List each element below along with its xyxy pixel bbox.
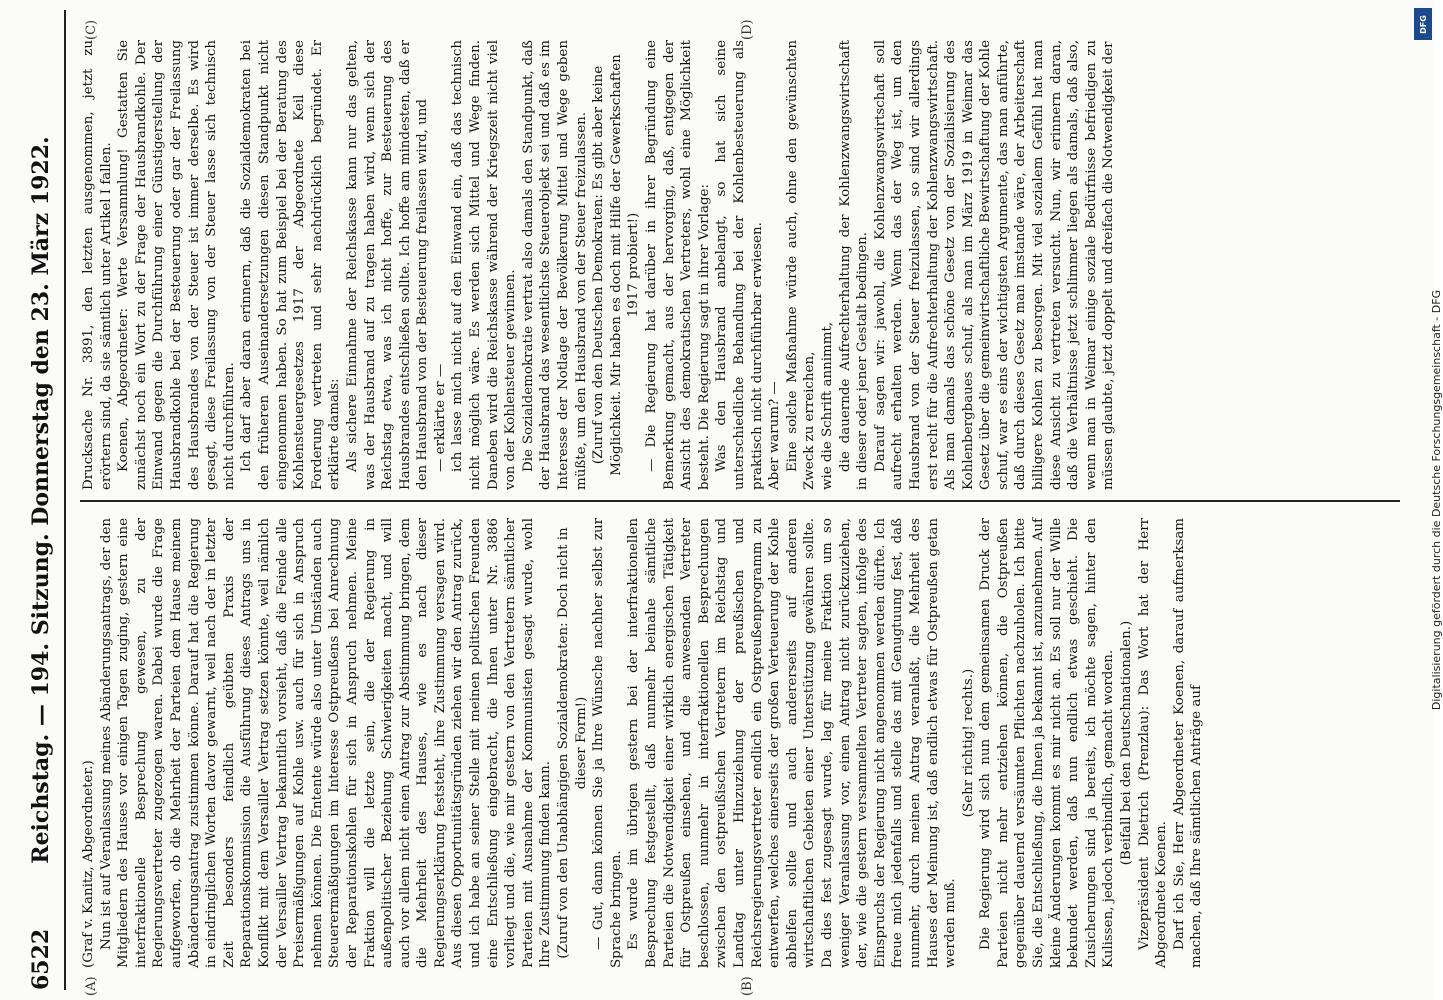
rotated-sheet (20, 10, 1410, 996)
page-number: 6522 (28, 928, 54, 990)
paragraph: — Die Regierung hat darüber in ihrer Begründung eine Bemerkung gemacht, aus der hervorging, daß, entgegen der Ansicht des demokratischen Vertreters, wohl eine Möglichkeit besteht. Die Regierung sagt in ihrer Vorlage: (644, 40, 712, 490)
page-title: Reichstag. — 194. Sitzung. Donnerstag den 23. März 1922. (28, 136, 54, 864)
paragraph: — erklärte er — (432, 363, 448, 472)
paragraph: Darf ich Sie, Herr Abgeordneter Koenen, darauf aufmerksam machen, daß Ihre sämtlichen Anträge auf (1171, 518, 1205, 968)
paragraph: Drucksache Nr. 3891, den letzten ausgenommen, jetzt zu erörtern sind, da sie sämtlich unter Artikel I fallen. (81, 40, 114, 490)
dfg-logo (1414, 8, 1432, 40)
paragraph: Ich darf aber daran erinnern, daß die Sozialdemokraten bei den früheren Auseinandersetzungen diesen Standpunkt nicht eingenommen haben. So hat zum Beispiel bei der Beratung des Kohlensteuergesetzes 1917 der Abgeordnete Keil diese Forderung vertreten und sehr nachdrücklich begründet. Er erklärte damals: (239, 40, 343, 490)
paragraph: Die Sozialdemokratie vertrat also damals den Standpunkt, daß der Hausbrand das wesentlichste Steuerobjekt sei und daß es im Interesse der Notlage der Bevölkerung Mittel und Wege geben müßte, um den Hausbrand von der Steuer freizulassen. (520, 40, 589, 490)
paragraph: Darauf sagen wir: jawohl, die Kohlenzwangswirtschaft soll aufrecht erhalten werden. Wenn das der Weg ist, um den Hausbrand von der Steuer freizulassen, so sind wir allerdings erst recht für die Aufrechterhaltung der Kohlenzwangswirtschaft. Als man damals das schöne Gesetz von der Sozialisierung des Kohlenbergbaues schuf, als man im März 1919 in Weimar das Gesetz über die gemeinwirtschaftliche Bewirtschaftung der Kohle schuf, war es eins der wichtigsten Argumente, das man anführte, daß durch dieses Gesetz man imstande wäre, der Arbeiterschaft billigere Kohlen zu besorgen. Mit viel sozialem Gefühl hat man diese Ansicht zu vertreten versucht. Nun, wir erinnern daran, daß die Verhältnisse jetzt schlimmer liegen als damals, daß also, wenn man in Weimar einige soziale Bedürfnisse befriedigen zu müssen glaubte, jetzt doppelt und dreifach die Notwendigkeit der (872, 40, 1117, 490)
column-divider (80, 500, 1400, 502)
paragraph: (Beifall bei den Deutschnationalen.) (1119, 620, 1135, 866)
paragraph: (Zuruf von den Deutschen Demokraten: Es gibt aber keine Möglichkeit. Mir haben es doch mit Hilfe der Gewerkschaften 1917 probiert!) (591, 54, 642, 476)
credit-text: Digitalisierung gefördert durch die Deutsche Forschungsgemeinschaft - DFG (1430, 289, 1443, 711)
right-column (80, 40, 1400, 490)
paragraph: Koenen, Abgeordneter: Werte Versammlung! Gestatten Sie zunächst noch ein Wort zu der Frage der Hausbrandkohle. Der Einwand gegen die Durchführung einer Günstigerstellung der Hausbrandkohle bei der Besteuerung oder gar der Freilassung des Hausbrandes von der Steuer ist immer derselbe. Es wird gesagt, diese Freilassung von der Steuer lasse sich technisch nicht durchführen. (116, 40, 237, 490)
paragraph: (Sehr richtig! rechts.) (960, 668, 976, 818)
margin-marker-a: (A) (84, 976, 99, 996)
dfg-logo-text: DFG (1418, 14, 1428, 34)
left-column (80, 518, 1400, 968)
paragraph: ich lasse mich nicht auf den Einwand ein, daß das technisch nicht möglich wäre. Es werden sich Mittel und Wege finden. Daneben wird die Reichskasse während der Kriegszeit nicht viel von der Kohlensteuer gewinnen. (450, 40, 519, 490)
paragraph: — Gut, dann können Sie ja Ihre Wünsche nachher selbst zur Sprache bringen. (591, 518, 624, 968)
margin-marker-b: (B) (740, 976, 755, 996)
paragraph: (Zuruf von den Unabhängigen Sozialdemokraten: Doch nicht in dieser Form!) (556, 527, 589, 959)
margin-marker-c: (C) (84, 19, 99, 40)
paragraph: Eine solche Maßnahme würde auch, ohne den gewünschten Zweck zu erreichen, (784, 40, 818, 490)
paragraph: (Graf v. Kanitz, Abgeordneter.) (81, 760, 96, 968)
margin-marker-d: (D) (740, 19, 755, 40)
paragraph: Vizepräsident Dietrich (Prenzlau): Das Wort hat der Herr Abgeordnete Koenen. (1136, 518, 1170, 968)
paragraph: Aber warum? — (767, 381, 783, 490)
paragraph: Es wurde im übrigen gestern bei der interfraktionellen Besprechung festgestellt, daß nunmehr beinahe sämtliche Parteien die Notwendigkeit einer wirklich energischen Tätigkeit für Ostpreußen einsehen, und die anwesenden Vertreter beschlossen, nunmehr in interfraktionellen Besprechungen zwischen den ostpreußischen Vertretern im Reichstag und Landtag unter Hinzuziehung der preußischen und Reichsregierungsvertreter endlich ein Ostpreußenprogramm zu entwerfen, welches einerseits der großen Verteuerung der Kohle abhelfen sollte und auch andererseits auf anderen wirtschaftlichen Gebieten einer Unterstützung gewähren sollte. Da dies fest zugesagt wurde, lag für meine Fraktion um so weniger Veranlassung vor, einen Antrag nicht zurückzuziehen, der, wie die gestern versammelten Vertreter sagten, infolge des Einspruchs der Regierung nicht angenommen werden dürfte. Ich freue mich jedenfalls und stelle das mit Genugtuung fest, daß nunmehr, durch meinen Antrag veranlaßt, die Mehrheit des Hauses der Meinung ist, daß endlich etwas für Ostpreußen getan werden muß. (626, 518, 959, 968)
paragraph: wie die Schrift annimmt, (819, 321, 835, 490)
paragraph: Als sichere Einnahme der Reichskasse kann nur das gelten, was der Hausbrand auf zu tragen haben wird, wenn sich der Reichstag etwa, was ich nicht hoffe, zur Besteuerung des Hausbrandes entschließen sollte. Ich hoffe am mindesten, daß er den Hausbrand von der Besteuerung freilassen wird, und (344, 40, 431, 490)
paragraph: Nun ist auf Veranlassung meines Abänderungsantrags, der den Mitgliedern des Hauses vor einigen Tagen zuging, gestern eine interfraktionelle Besprechung gewesen, zu der Regierungsvertreter zugezogen waren. Dabei wurde die Frage aufgeworfen, ob die Mehrheit der Parteien dem Hause meinem Abänderungsantrag zustimmen könne. Darauf hat die Regierung in eindringlichen Worten davor gewarnt, weil nach der in letzter Zeit besonders feindlich geübten Praxis der Reparationskommission die Ausführung dieses Antrags uns in Konflikt mit dem Versailler Vertrag setzen könnte, weil nämlich der Versailler Vertrag bekanntlich vorsieht, daß die Feinde alle Preisermäßigungen auf Kohle usw. auch für sich in Anspruch nehmen können. Die Entente würde also unter Umständen auch Steuerermäßigungen im Interesse Ostpreußens bei Anrechnung der Reparationskohlen für sich in Anspruch nehmen. Meine Fraktion will die letzte sein, die der Regierung in außenpolitischer Beziehung Schwierigkeiten macht, und will auch vor allem nicht einen Antrag zur Abstimmung bringen, dem die Mehrheit des Hauses, wie es nach dieser Regierungserklärung feststeht, ihre Zustimmung versagen wird. Aus diesen Opportunitätsgründen ziehen wir den Antrag zurück, und ich habe an seiner Stelle mit meinen politischen Freunden eine Entschließung eingebracht, die Ihnen unter Nr. 3886 vorliegt und die, wie mir gestern von den Vertretern sämtlicher Parteien mit Ausnahme der Kommunisten gesagt wurde, wohl Ihre Zustimmung finden kann. (98, 518, 554, 968)
digitization-credit (1410, 10, 1443, 990)
paragraph: die dauernde Aufrechterhaltung der Kohlenzwangswirtschaft in dieser oder jener Gestalt bedingen. (837, 40, 871, 490)
page-header (28, 10, 64, 990)
header-rule (64, 10, 66, 990)
paragraph: Die Regierung wird sich nun dem gemeinsamen Druck der Parteien nicht mehr entziehen können, die Ostpreußen gegenüber dauernd versäumten Pflichten nachzuholen. Ich bitte Sie, die Entschließung, die Ihnen ja bekannt ist, anzunehmen. Auf kleine Änderungen kommt es mir nicht an. Es soll nur der Wille bekundet werden, daß nun endlich etwas geschieht. Die Zusicherungen sind ja bereits, ich möchte sagen, hinter den Kulissen, jedoch verbindlich, gemacht worden. (978, 518, 1117, 968)
paragraph: Was den Hausbrand anbelangt, so hat sich seine unterschiedliche Behandlung bei der Kohlenbesteuerung als praktisch nicht durchführbar erwiesen. (714, 40, 765, 490)
